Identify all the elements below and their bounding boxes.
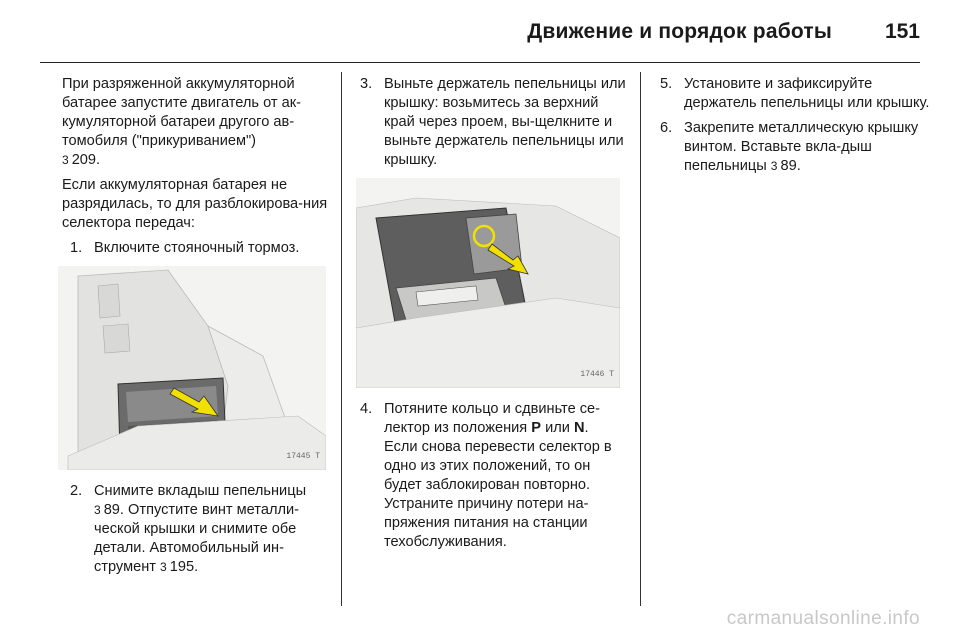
paragraph-jump-start: При разряженной аккумуляторной батарее запустите двигатель от ак-кумуляторной батареи другого ав-томобиля ("прикуриванием") 3 209. <box>62 76 301 168</box>
gear-position-p: P <box>531 420 542 436</box>
ashtray-insert-drawing <box>58 266 326 470</box>
page-ref[interactable]: 195. <box>169 559 199 575</box>
page-ref-icon: 3 <box>770 159 778 173</box>
page-number: 151 <box>884 20 920 43</box>
step-4: 4. Потяните кольцо и сдвиньте се-лектор из положения P или N. Если снова перевести селектор в одно из этих положений, то он будет заблокирован повторно. Устраните причину потери на-пряжения питания на станции техобслуживания. <box>360 401 612 550</box>
step-2: 2. Снимите вкладыш пепельницы 3 89. Отпустите винт металли-ческой крышки и снимите обе детали. Автомобильный ин-струмент 3 195. <box>70 483 307 575</box>
gear-position-n: N <box>573 420 585 436</box>
step-3: 3. Выньте держатель пепельницы или крышку: возьмитесь за верхний край через проем, вы-щелкните и выньте держатель пепельницы или крышку. <box>360 76 626 168</box>
column-1 <box>62 75 334 583</box>
column-divider <box>640 72 641 606</box>
figure-code: 17446 T <box>580 370 614 379</box>
column-3 <box>660 75 930 182</box>
step-5: 5. Установите и зафиксируйте держатель пепельницы или крышку. <box>660 76 930 111</box>
page-header <box>0 0 960 62</box>
ashtray-holder-drawing <box>356 178 620 388</box>
column-2 <box>360 75 626 558</box>
page-ref[interactable]: 89. <box>780 158 801 174</box>
watermark: carmanualsonline.info <box>726 608 920 629</box>
illustration-ashtray-insert <box>58 266 326 470</box>
page-ref[interactable]: 209. <box>71 152 101 168</box>
page-ref[interactable]: 89. <box>103 502 124 518</box>
header-rule <box>40 62 920 63</box>
figure-code: 17445 T <box>286 452 320 461</box>
paragraph-unlock: Если аккумуляторная батарея не разрядилась, то для разблокирова-ния селектора передач: <box>62 177 328 231</box>
step-6: 6. Закрепите металлическую крышку винтом. Вставьте вкла-дыш пепельницы 3 89. <box>660 120 919 174</box>
page-ref-icon: 3 <box>62 153 69 167</box>
step-1: 1. Включите стояночный тормоз. <box>70 240 300 256</box>
page-ref-icon: 3 <box>94 503 101 517</box>
column-divider <box>341 72 342 606</box>
page-ref-icon: 3 <box>160 560 167 574</box>
illustration-ashtray-holder <box>356 178 620 388</box>
page-title: Движение и порядок работы <box>527 20 832 43</box>
